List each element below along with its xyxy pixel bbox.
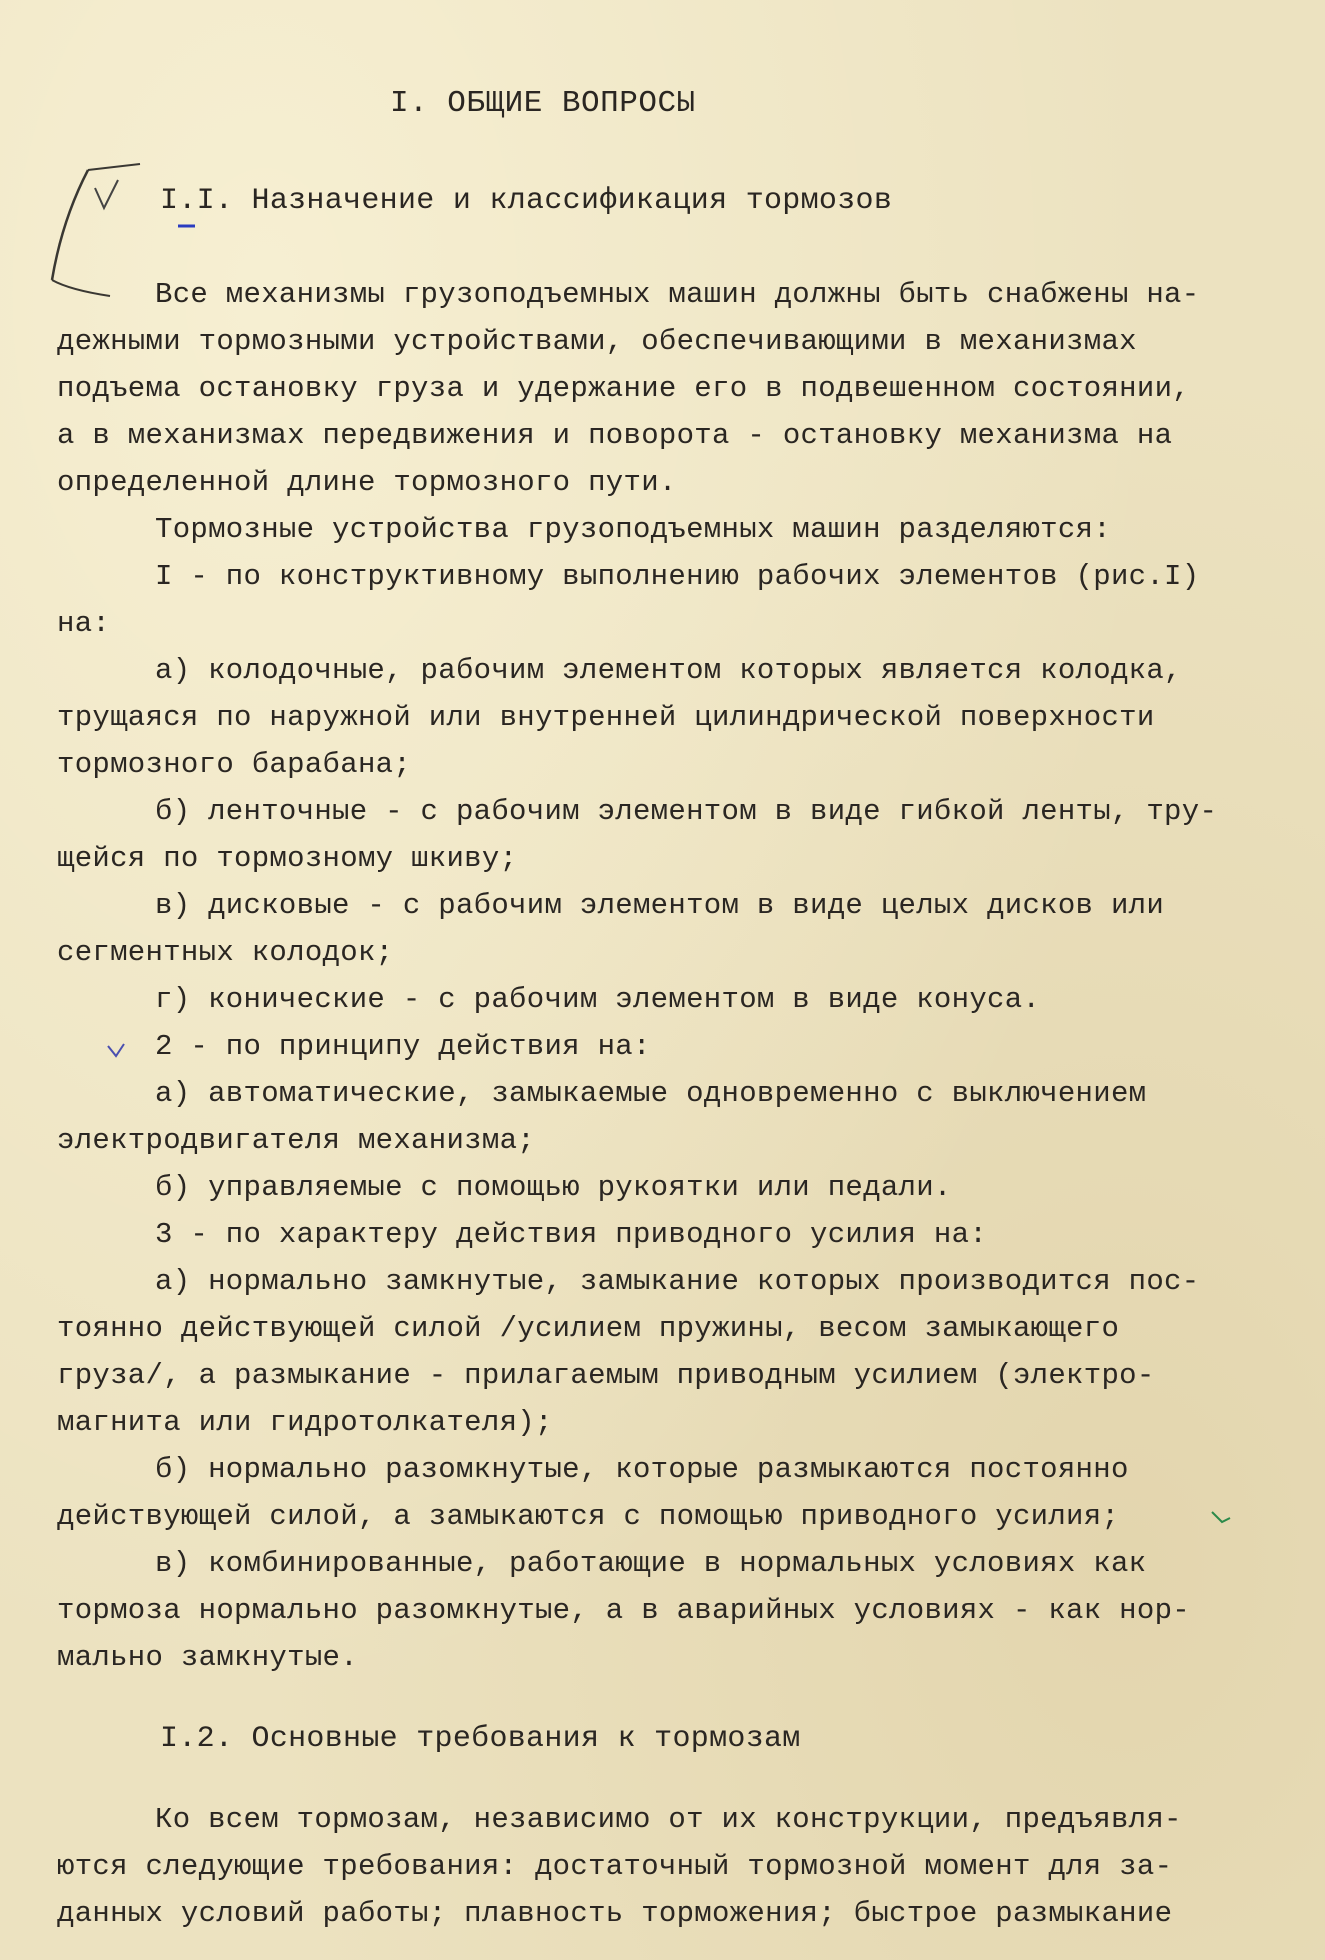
paragraph-line: б) управляемые с помощью рукоятки или педали. [155,1171,952,1204]
paragraph-line: I - по конструктивному выполнению рабочих элементов (рис.I) [155,560,1200,593]
paragraph-line: мально замкнутые. [57,1641,358,1674]
paragraph-line: в) дисковые - с рабочим элементом в виде целых дисков или [155,889,1165,922]
paragraph-line: а) колодочные, рабочим элементом которых является колодка, [155,654,1182,687]
paragraph-line: электродвигателя механизма; [57,1124,535,1157]
paragraph-line: тормозного барабана; [57,748,412,781]
paragraph-line: Тормозные устройства грузоподъемных машин разделяются: [155,513,1111,546]
paragraph-line: магнита или гидротолкателя); [57,1406,553,1439]
paragraph-line: ются следующие требования: достаточный тормозной момент для за- [57,1850,1173,1883]
paragraph-line: в) комбинированные, работающие в нормальных условиях как [155,1547,1147,1580]
subsection-title-1: I.I. Назначение и классификация тормозов [160,184,893,218]
section-title: I. ОБЩИЕ ВОПРОСЫ [390,86,696,121]
paragraph-line: тормоза нормально разомкнутые, а в аварийных условиях - как нор- [57,1594,1190,1627]
paragraph-line: щейся по тормозному шкиву; [57,842,518,875]
subsection-title-2: I.2. Основные требования к тормозам [160,1722,801,1756]
paragraph-line: а) автоматические, замыкаемые одновременно с выключением [155,1077,1147,1110]
paragraph-line: сегментных колодок; [57,936,394,969]
paragraph-line: б) ленточные - с рабочим элементом в виде гибкой ленты, тру- [155,795,1218,828]
paragraph-line: подъема остановку груза и удержание его в подвешенном состоянии, [57,372,1190,405]
paragraph-line: дежными тормозными устройствами, обеспечивающими в механизмах [57,325,1137,358]
paragraph-line: груза/, а размыкание - прилагаемым приводным усилием (электро- [57,1359,1155,1392]
paragraph-line: б) нормально разомкнутые, которые размыкаются постоянно [155,1453,1129,1486]
paragraph-line: трущаяся по наружной или внутренней цилиндрической поверхности [57,701,1155,734]
paragraph-line: тоянно действующей силой /усилием пружины, весом замыкающего [57,1312,1120,1345]
paragraph-line: г) конические - с рабочим элементом в виде конуса. [155,983,1041,1016]
paragraph-line: 3 - по характеру действия приводного усилия на: [155,1218,988,1251]
paragraph-line: определенной длине тормозного пути. [57,466,677,499]
paragraph-line: на: [57,607,111,640]
paragraph-line: данных условий работы; плавность торможения; быстрое размыкание [57,1897,1173,1930]
paragraph-line: 2 - по принципу действия на: [155,1030,651,1063]
paragraph-line: Все механизмы грузоподъемных машин должны быть снабжены на- [155,278,1200,311]
paragraph-line: а в механизмах передвижения и поворота - остановку механизма на [57,419,1173,452]
paragraph-line: Ко всем тормозам, независимо от их конструкции, предъявля- [155,1803,1182,1836]
paragraph-line: действующей силой, а замыкаются с помощью приводного усилия; [57,1500,1120,1533]
paragraph-line: а) нормально замкнутые, замыкание которых производится пос- [155,1265,1200,1298]
